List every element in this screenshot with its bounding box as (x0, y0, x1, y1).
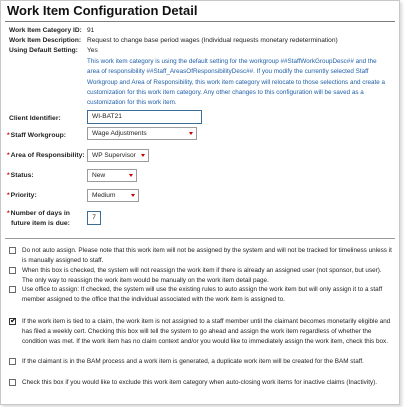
section-divider (5, 238, 395, 239)
status-label-text: Status: (10, 172, 34, 179)
title-divider (5, 21, 395, 22)
priority-label (7, 192, 37, 199)
assign-claim-text: If the work item is tied to a claim, the work item is not assigned to a staff member until the claimant becomes monetarily eligible and has filed a weekly cert. Checking this box will tell the system to go ahead and assign the work item regardless of whether the condition was met. If the work item has no claim context and/or you would like to immediately assign the work item, check this box. (22, 318, 391, 346)
no-auto-assign-text: Do not auto assign. Please note that this work item will not be assigned by the system and will not be tracked for timeliness unless it is manually assigned to staff. (22, 247, 392, 265)
required-marker: * (7, 132, 10, 139)
chevron-down-icon (131, 194, 135, 197)
assign-claim-checkbox[interactable] (9, 318, 16, 325)
description-label: Work Item Description: (9, 37, 82, 44)
category-id-label: Work Item Category ID: (9, 27, 82, 34)
days-due-label (7, 210, 70, 217)
no-reassign-checkbox[interactable] (9, 267, 16, 274)
chevron-down-icon (189, 132, 193, 135)
area-select[interactable] (87, 149, 149, 162)
staff-workgroup-label (7, 132, 66, 139)
required-marker: * (7, 210, 10, 217)
required-marker: * (7, 192, 10, 199)
use-office-text: Use office to assign: If checked, the system will use the existing rules to auto assign the work item but will only assign it to a staff member assigned to the office that the individual associated with the work item is assigned to. (22, 286, 383, 304)
area-value: WP Supervisor (92, 152, 136, 159)
priority-value: Medium (92, 192, 116, 199)
chevron-down-icon (129, 174, 133, 177)
status-select[interactable] (87, 169, 137, 182)
required-marker: * (7, 172, 10, 179)
use-office-checkbox[interactable] (9, 286, 16, 293)
client-identifier-input[interactable]: WI-BAT21 (87, 110, 202, 124)
days-due-input[interactable]: 7 (87, 211, 101, 225)
required-marker: * (7, 152, 10, 159)
status-label (7, 172, 34, 179)
no-auto-assign-checkbox[interactable] (9, 247, 16, 254)
default-setting-label: Using Default Setting: (9, 47, 78, 54)
exclude-autoclose-text: Check this box if you would like to exclude this work item category when auto-closing work items for inactive claims (Inactivity). (22, 379, 378, 386)
staff-workgroup-select[interactable] (87, 127, 197, 140)
area-label (7, 152, 85, 159)
staff-workgroup-label-text: Staff Workgroup: (10, 132, 67, 139)
bam-checkbox[interactable] (9, 358, 16, 365)
days-due-label-line2: future item is due: (11, 220, 70, 227)
area-label-text: Area of Responsibility: (10, 152, 85, 159)
description-value: Request to change base period wages (Individual requests monetary redetermination) (87, 37, 338, 44)
default-setting-value: Yes (87, 47, 98, 54)
priority-label-text: Priority: (10, 192, 37, 199)
checkmark-icon: ✔ (10, 316, 17, 325)
category-id-value: 91 (87, 27, 95, 34)
default-setting-notice: This work item category is using the default setting for the workgroup ##StaffWorkGroupDesc## and the area of responsibility ##Staff_AreasOfResponsibilityDesc##. If you modify the currently selected Staff Workgroup and Area of Responsibility, this work item category will relocate to those selections and create a customization for this work item category. Any other changes to this configuration will be saved as a customization for this work item. (87, 58, 385, 107)
status-value: New (92, 172, 106, 179)
bam-text: If the claimant is in the BAM process and a work item is generated, a duplicate work item will be created for the BAM staff. (22, 358, 364, 365)
priority-select[interactable] (87, 189, 139, 202)
page-title: Work Item Configuration Detail (7, 3, 198, 18)
days-due-label-line1: Number of days in (10, 210, 70, 217)
exclude-autoclose-checkbox[interactable] (9, 379, 16, 386)
no-reassign-text: When this box is checked, the system will not reassign the work item if there is already an assigned user (not sponsor, but user). The only way to reassign the work item would be manually on the work item detail page. (22, 267, 382, 285)
chevron-down-icon (141, 154, 145, 157)
client-identifier-label: Client Identifier: (9, 115, 61, 122)
staff-workgroup-value: Wage Adjustments (92, 130, 147, 137)
